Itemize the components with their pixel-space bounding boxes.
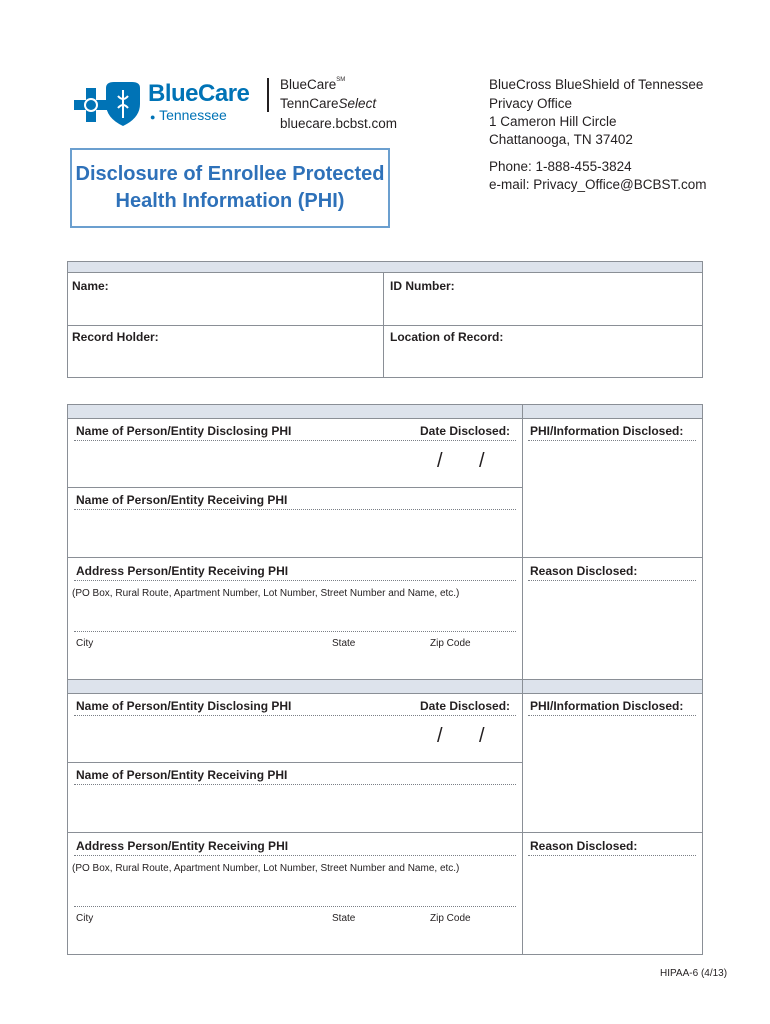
- logo-subtitle: ● Tennessee: [150, 107, 227, 123]
- discloser-field[interactable]: [68, 717, 522, 761]
- disclosure-1-row-divider-a: [68, 487, 522, 488]
- location-label: Location of Record:: [390, 330, 504, 344]
- address-street: 1 Cameron Hill Circle: [489, 114, 617, 129]
- address-hint: (PO Box, Rural Route, Apartment Number, Lot Number, Street Number and Name, etc.): [72, 863, 460, 874]
- discloser-label: Name of Person/Entity Disclosing PHI: [76, 424, 292, 438]
- date-separator: /: [437, 725, 443, 747]
- phi-disclosed-underline: [528, 715, 696, 716]
- address-field[interactable]: [68, 600, 522, 630]
- phi-disclosed-field[interactable]: [523, 442, 702, 556]
- disclosure-1-row-divider-b: [68, 557, 702, 558]
- program-name: TennCare: [280, 96, 339, 111]
- address-city: Chattanooga, TN 37402: [489, 132, 633, 147]
- discloser-underline: [74, 440, 516, 441]
- reason-field[interactable]: [523, 857, 702, 954]
- address-label: Address Person/Entity Receiving PHI: [76, 564, 289, 578]
- brand-program: [280, 96, 376, 111]
- disclosure-2-band: [68, 680, 702, 694]
- service-mark: SM: [336, 77, 346, 83]
- disclosure-2-row-divider-b: [68, 832, 702, 833]
- form-title-line2: Health Information (PHI): [115, 190, 345, 212]
- brand-name-text: BlueCare: [280, 77, 337, 92]
- form-title: [70, 148, 390, 228]
- receiver-underline: [74, 509, 516, 510]
- phi-disclosed-label: PHI/Information Disclosed:: [530, 424, 684, 438]
- reason-underline: [528, 580, 696, 581]
- brand-name: [280, 77, 345, 92]
- zip-label: Zip Code: [430, 638, 471, 649]
- logo-sub-text: Tennessee: [159, 107, 227, 123]
- zip-label: Zip Code: [430, 913, 471, 924]
- receiver-field[interactable]: [68, 786, 522, 831]
- state-label: State: [332, 913, 356, 924]
- disclosure-2-row-divider-a: [68, 762, 522, 763]
- reason-label: Reason Disclosed:: [530, 839, 638, 853]
- address-underline: [74, 580, 516, 581]
- discloser-underline: [74, 715, 516, 716]
- address-underline: [74, 855, 516, 856]
- form-title-line1: Disclosure of Enrollee Protected: [75, 163, 385, 185]
- receiver-label: Name of Person/Entity Receiving PHI: [76, 768, 288, 782]
- address-label: Address Person/Entity Receiving PHI: [76, 839, 289, 853]
- reason-label: Reason Disclosed:: [530, 564, 638, 578]
- location-field[interactable]: [384, 326, 702, 377]
- address-field[interactable]: [68, 875, 522, 905]
- discloser-label: Name of Person/Entity Disclosing PHI: [76, 699, 292, 713]
- address-dept: Privacy Office: [489, 96, 573, 111]
- receiver-underline: [74, 784, 516, 785]
- name-label: Name:: [72, 279, 109, 293]
- record-holder-label: Record Holder:: [72, 330, 159, 344]
- date-separator: /: [479, 450, 485, 472]
- logo-wordmark: BlueCare: [148, 80, 250, 107]
- reason-underline: [528, 855, 696, 856]
- phi-disclosed-underline: [528, 440, 696, 441]
- phi-disclosed-field[interactable]: [523, 717, 702, 831]
- phi-disclosed-label: PHI/Information Disclosed:: [530, 699, 684, 713]
- date-disclosed-label: Date Disclosed:: [420, 424, 511, 438]
- brand-url[interactable]: bluecare.bcbst.com: [280, 116, 398, 131]
- address-line-2: [74, 906, 516, 907]
- city-label: City: [76, 913, 94, 924]
- receiver-field[interactable]: [68, 511, 522, 556]
- contact-phone: Phone: 1-888-455-3824: [489, 159, 632, 174]
- address-org: BlueCross BlueShield of Tennessee: [489, 77, 704, 92]
- name-field[interactable]: [68, 272, 383, 325]
- state-label: State: [332, 638, 356, 649]
- disclosure-1-band: [68, 405, 702, 419]
- discloser-field[interactable]: [68, 442, 522, 486]
- city-label: City: [76, 638, 94, 649]
- reason-field[interactable]: [523, 582, 702, 679]
- header-divider: [267, 78, 269, 112]
- date-separator: /: [479, 725, 485, 747]
- id-number-label: ID Number:: [390, 279, 455, 293]
- form-code: HIPAA-6 (4/13): [660, 968, 728, 979]
- program-suffix: Select: [338, 96, 377, 111]
- id-number-field[interactable]: [384, 272, 702, 325]
- blue-cross-shield-icon: [74, 78, 146, 130]
- date-disclosed-label: Date Disclosed:: [420, 699, 511, 713]
- date-separator: /: [437, 450, 443, 472]
- address-hint: (PO Box, Rural Route, Apartment Number, Lot Number, Street Number and Name, etc.): [72, 588, 460, 599]
- record-holder-field[interactable]: [68, 326, 383, 377]
- address-line-2: [74, 631, 516, 632]
- receiver-label: Name of Person/Entity Receiving PHI: [76, 493, 288, 507]
- contact-email[interactable]: e-mail: Privacy_Office@BCBST.com: [489, 177, 707, 192]
